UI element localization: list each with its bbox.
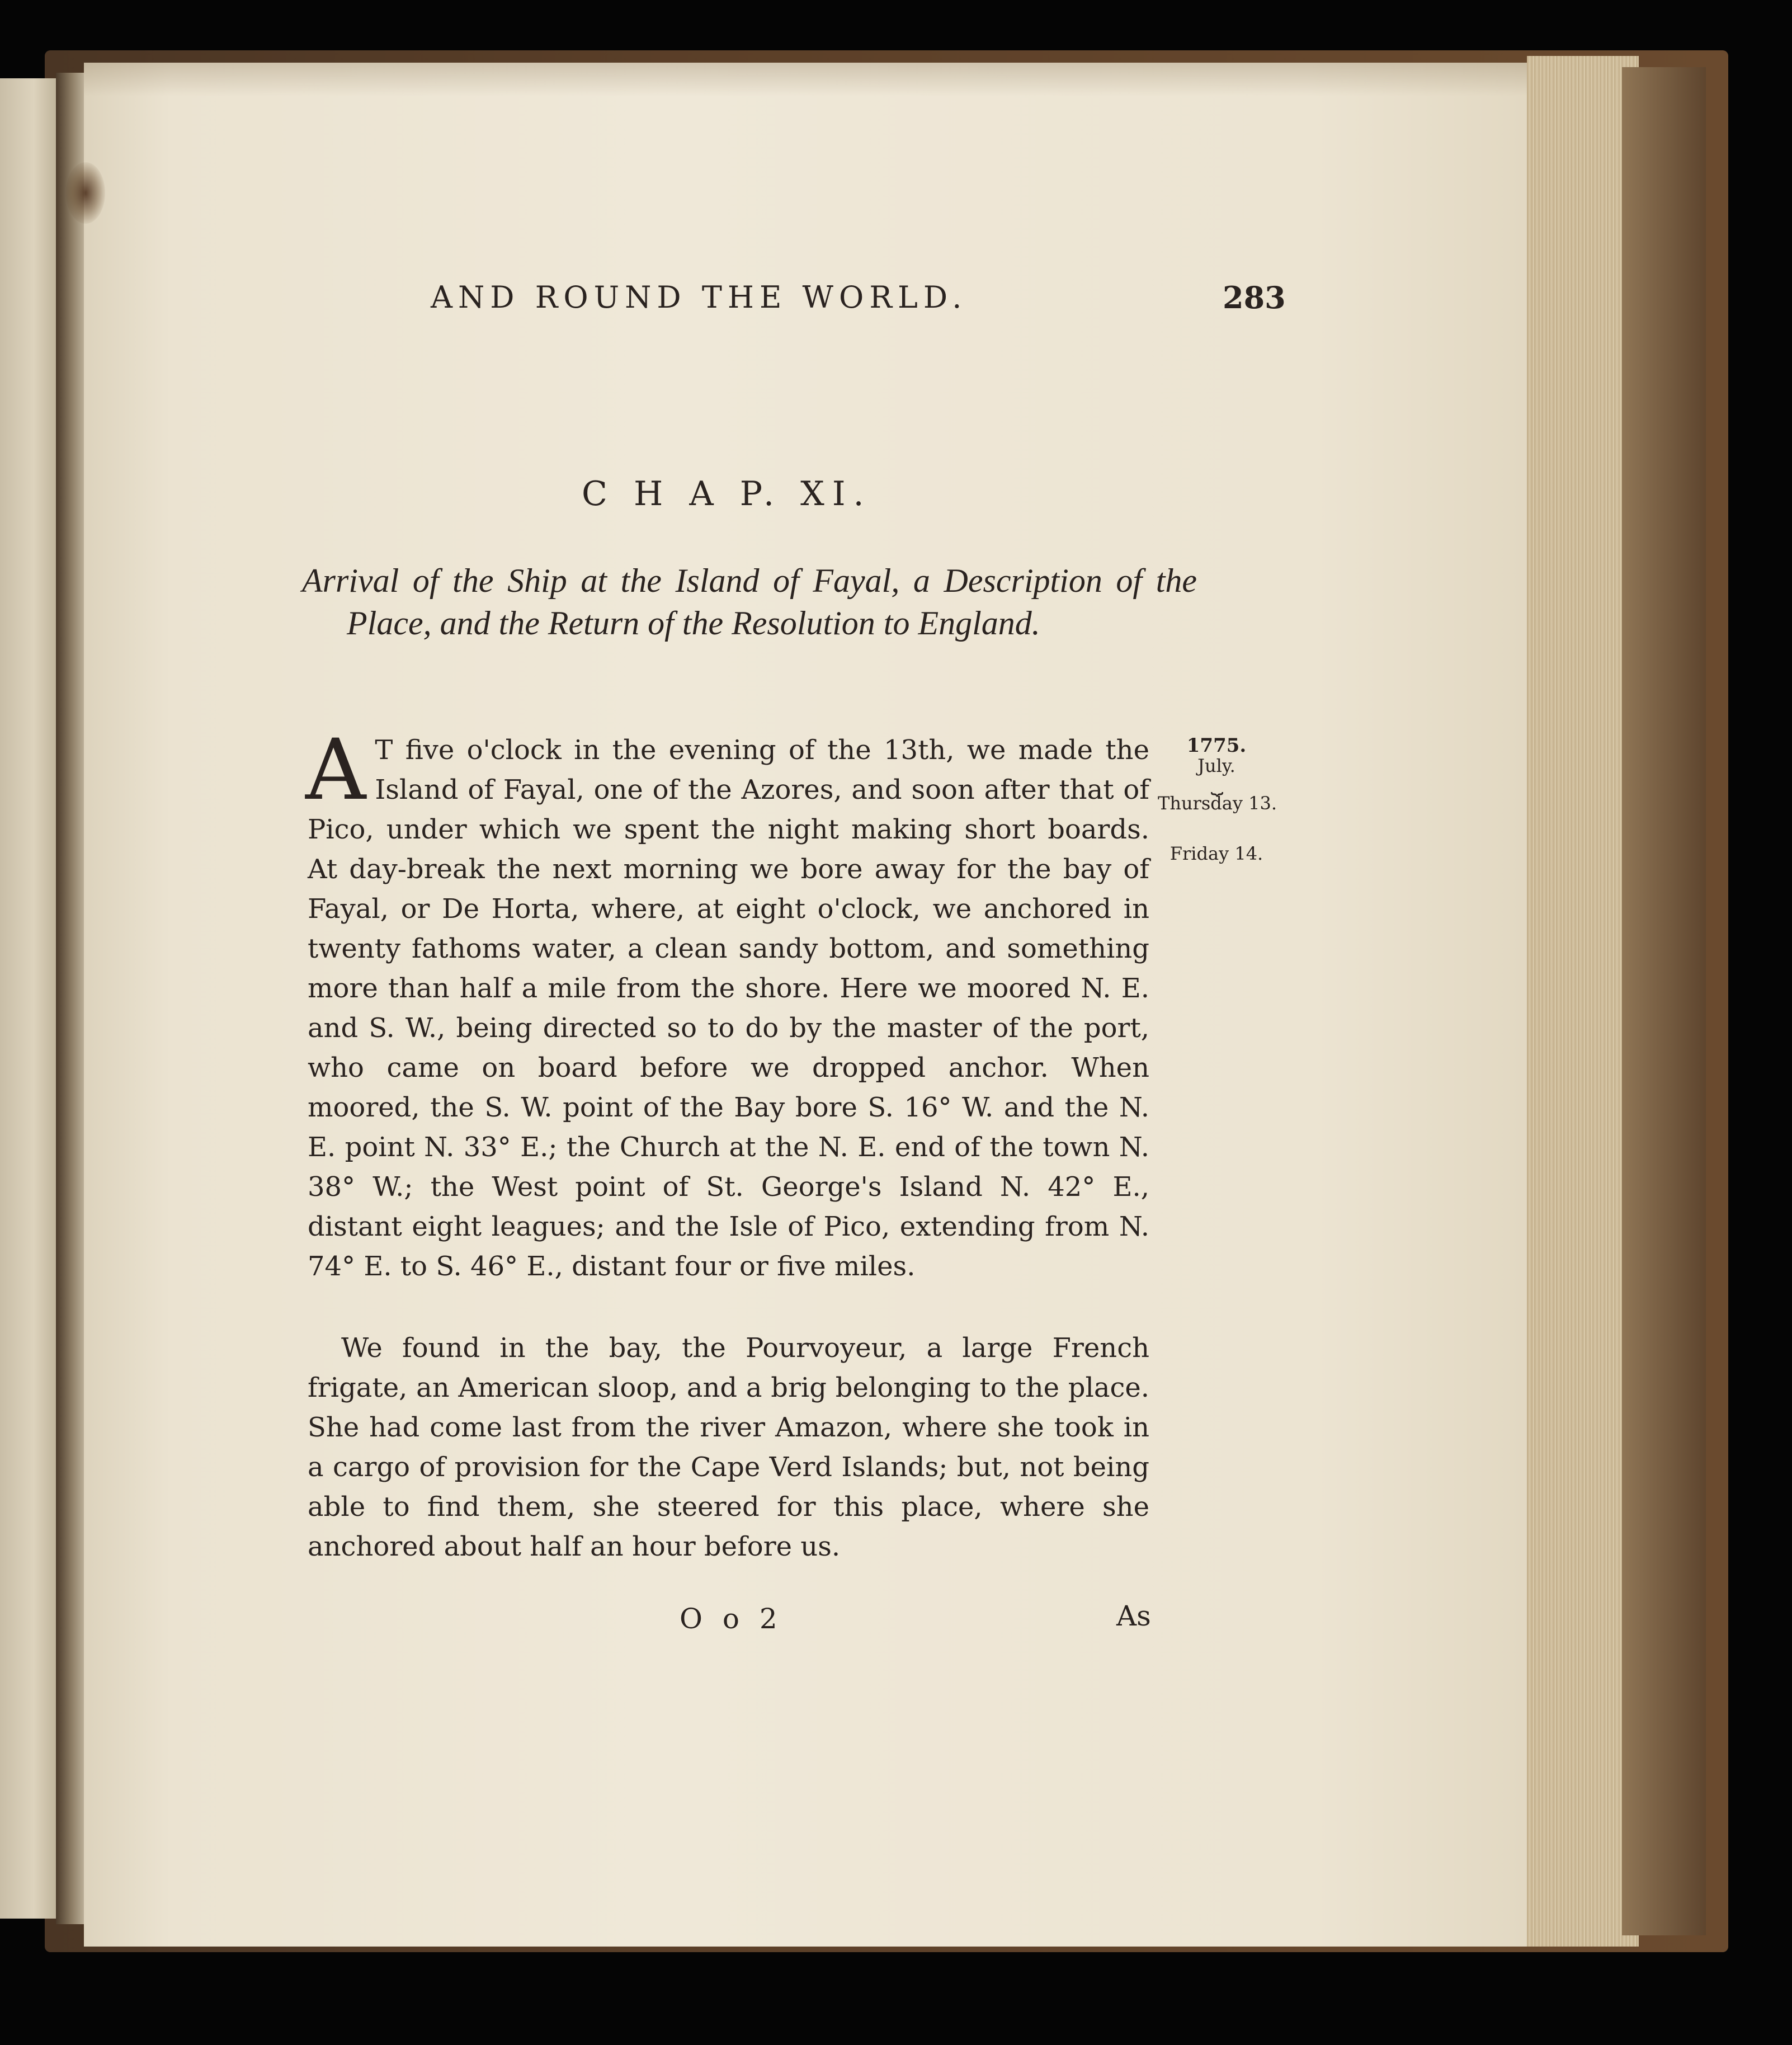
margin-notes (1158, 736, 1275, 865)
catchword: As (1116, 1600, 1151, 1632)
paragraph-1-text: T five o'clock in the evening of the 13th, we made the Island of Fayal, one of the Azores, and soon after that of Pico, under which we spent the night making short boards. At day-break the next morning we bore away for the bay of Fayal, or De Horta, where, at eight o'clock, we anchored in twenty fathoms water, a clean sandy bottom, and something more than half a mile from the shore. Here we moored N. E. and S. W., being directed so to do by the master of the port, who came on board before we dropped anchor. When moored, the S. W. point of the Bay bore S. 16° W. and the N. E. point N. 33° E.; the Church at the N. E. end of the town N. 38° W.; the West point of St. George's Island N. 42° E., distant eight leagues; and the Isle of Pico, extending from N. 74° E. to S. 46° E., distant four or five miles. (308, 734, 1149, 1282)
cover-edge-shade (1622, 67, 1706, 1935)
margin-year: 1775. (1186, 734, 1247, 757)
margin-month: July. (1197, 755, 1235, 776)
running-head: AND ROUND THE WORLD. (431, 280, 968, 315)
chapter-subtitle: Arrival of the Ship at the Island of Fayal, a Description of the Place, and the Return of the Resolution to England. (302, 562, 1197, 642)
drop-cap: A (305, 722, 366, 819)
margin-day-friday: Friday 14. (1169, 843, 1263, 864)
paragraph-2: We found in the bay, the Pourvoyeur, a large French frigate, an American sloop, and a brig belonging to the place. She had come last from the river Amazon, where she took in a cargo of provision for the Cape Verd Islands; but, not being able to find them, she steered for this place, where she anchored about half an hour before us. (308, 1332, 1149, 1562)
margin-brace: ⏟ (1210, 771, 1223, 795)
page-number: 283 (1223, 280, 1286, 315)
signature-mark: O o 2 (680, 1603, 783, 1635)
margin-day-thursday: Thursday 13. (1158, 793, 1277, 814)
ink-stain (66, 162, 105, 224)
left-page-edge (0, 78, 62, 1919)
chapter-heading: C H A P. XI. (582, 474, 872, 513)
paragraph-1 (305, 722, 1149, 1287)
